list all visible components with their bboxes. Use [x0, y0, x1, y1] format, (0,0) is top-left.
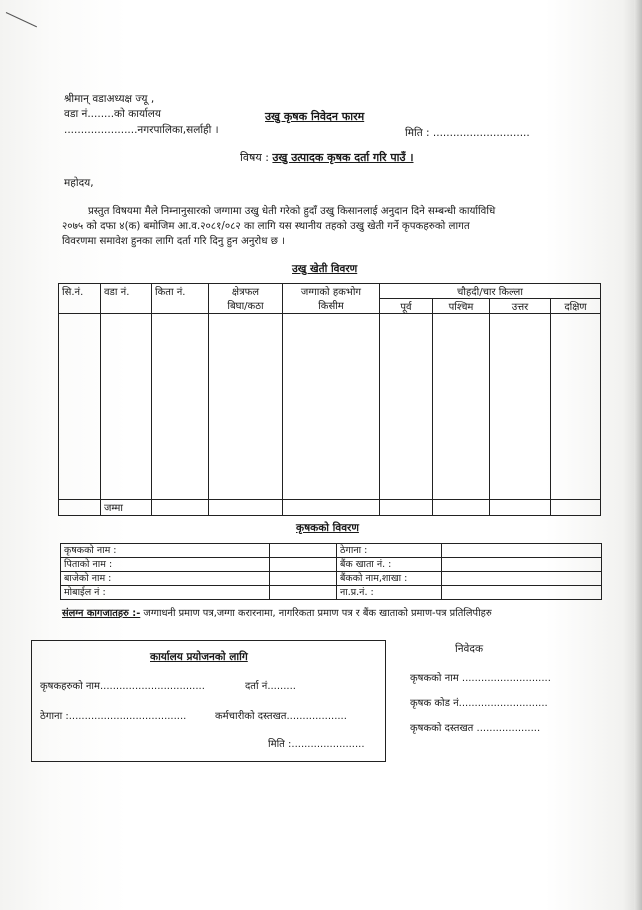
col-west: पश्चिम: [433, 299, 490, 314]
cell[interactable]: [380, 314, 433, 500]
citizenship-no-label: ना.प्र.नं. :: [337, 586, 442, 600]
farmer-table: [60, 543, 602, 600]
page-edge-shadow: [634, 0, 642, 910]
address-value[interactable]: [442, 544, 602, 558]
total-label: जम्मा: [101, 500, 152, 516]
subject-text: उखु उत्पादक कृषक दर्ता गरि पाउँ ।: [272, 151, 414, 164]
attachments-text: जग्गाधनी प्रमाण पत्र,जग्गा करारनामा, नागरिकता प्रमाण पत्र र बैंक खाताको प्रमाण-पत्र प्रतिलिपीहरु: [143, 608, 492, 619]
table-body-row: [59, 314, 601, 500]
cultivation-title: उखु खेती विवरण: [292, 263, 358, 275]
farmer-name-label: कृषकको नाम :: [61, 544, 270, 558]
applicant-name: कृषकको नाम ............................: [410, 673, 551, 684]
office-use-title: कार्यालय प्रयोजनको लागि: [150, 651, 248, 663]
office-address: ठेगाना :.....................................: [40, 711, 187, 722]
addressee-line-3: ......................नगरपालिका,सर्लाही ।: [64, 124, 219, 136]
attachments-label: संलग्न कागजातहरु :-: [62, 608, 141, 619]
cell[interactable]: [551, 314, 601, 500]
col-tenure-label-2: किसीम: [318, 301, 344, 312]
attachments-line: [62, 607, 492, 620]
cell[interactable]: [433, 314, 490, 500]
bank-branch-label: बैंकको नाम,शाखा :: [337, 572, 442, 586]
col-north: उत्तर: [490, 299, 551, 314]
cell[interactable]: [152, 500, 209, 516]
citizenship-no-value[interactable]: [442, 586, 602, 600]
salutation: महोदय,: [64, 177, 94, 189]
bank-account-value[interactable]: [442, 558, 602, 572]
subject-line: [240, 151, 414, 164]
col-area-unit: बिघा/कठा: [227, 301, 264, 312]
col-tenure-label: जग्गाको हकभोग: [300, 287, 362, 298]
col-tenure: [283, 284, 380, 314]
body-line-3: विवरणमा समावेश हुनका लागि दर्ता गरि दिनु हुन अनुरोध छ ।: [62, 236, 285, 247]
date-field: मिति : .............................: [405, 127, 530, 139]
cell[interactable]: [209, 314, 283, 500]
father-name-value[interactable]: [270, 558, 337, 572]
col-sn: सि.नं.: [59, 284, 101, 314]
address-label: ठेगाना :: [337, 544, 442, 558]
cell[interactable]: [283, 314, 380, 500]
bank-account-label: बैंक खाता नं. :: [337, 558, 442, 572]
cell[interactable]: [380, 500, 433, 516]
col-area-label: क्षेत्रफल: [231, 287, 260, 298]
col-kitta: किता नं.: [152, 284, 209, 314]
grandfather-name-label: बाजेको नाम :: [61, 572, 270, 586]
col-east: पूर्व: [380, 299, 433, 314]
cell[interactable]: [59, 314, 101, 500]
cell[interactable]: [551, 500, 601, 516]
cell[interactable]: [433, 500, 490, 516]
col-ward: वडा नं.: [101, 284, 152, 314]
cell[interactable]: [101, 314, 152, 500]
body-line-2: २०७५ को दफा ४(क) बमोजिम आ.व.२०८१/०८२ का लागि यस स्थानीय तहको उखु खेती गर्ने कृपकहरुको लागत: [62, 221, 470, 232]
mobile-label: मोबाईल नं :: [61, 586, 270, 600]
office-date: मिति :.......................: [268, 739, 365, 750]
cell[interactable]: [490, 314, 551, 500]
grandfather-name-value[interactable]: [270, 572, 337, 586]
applicant-signature: कृषकको दस्तखत ....................: [410, 723, 541, 734]
cell[interactable]: [152, 314, 209, 500]
applicant-title: निवेदक: [455, 643, 484, 655]
form-title: उखु कृषक निवेदन फारम: [265, 110, 365, 123]
father-name-label: पिताको नाम :: [61, 558, 270, 572]
col-south: दक्षिण: [551, 299, 601, 314]
subject-label: विषय :: [240, 151, 269, 164]
cell: [59, 500, 101, 516]
table-total-row: [59, 500, 601, 516]
mobile-value[interactable]: [270, 586, 337, 600]
bank-branch-value[interactable]: [442, 572, 602, 586]
cell[interactable]: [283, 500, 380, 516]
cultivation-table: [58, 283, 601, 516]
farmer-name-value[interactable]: [270, 544, 337, 558]
office-staff-sign: कर्मचारीको दस्तखत...................: [215, 711, 347, 722]
applicant-code: कृषक कोड नं............................: [410, 698, 548, 709]
cell[interactable]: [209, 500, 283, 516]
addressee-line-2: वडा नं........को कार्यालय: [64, 108, 161, 120]
office-reg-no: दर्ता नं.........: [245, 681, 296, 692]
addressee-line-1: श्रीमान् वडाअध्यक्ष ज्यू ,: [64, 93, 155, 105]
cell[interactable]: [490, 500, 551, 516]
office-farmer-name: कृषकहरुको नाम.................................: [40, 681, 205, 692]
farmer-title: कृषकको विवरण: [296, 522, 359, 534]
col-area: [209, 284, 283, 314]
body-line-1: प्रस्तुत विषयमा मैले निम्नानुसारको जग्गामा उखु धेती गरेको हुदाँ उखु किसानलाई अनुदान दिने सम्बन्धी कार्याविधि: [88, 206, 496, 217]
col-boundary: चौहदी/चार किल्ला: [380, 284, 601, 299]
